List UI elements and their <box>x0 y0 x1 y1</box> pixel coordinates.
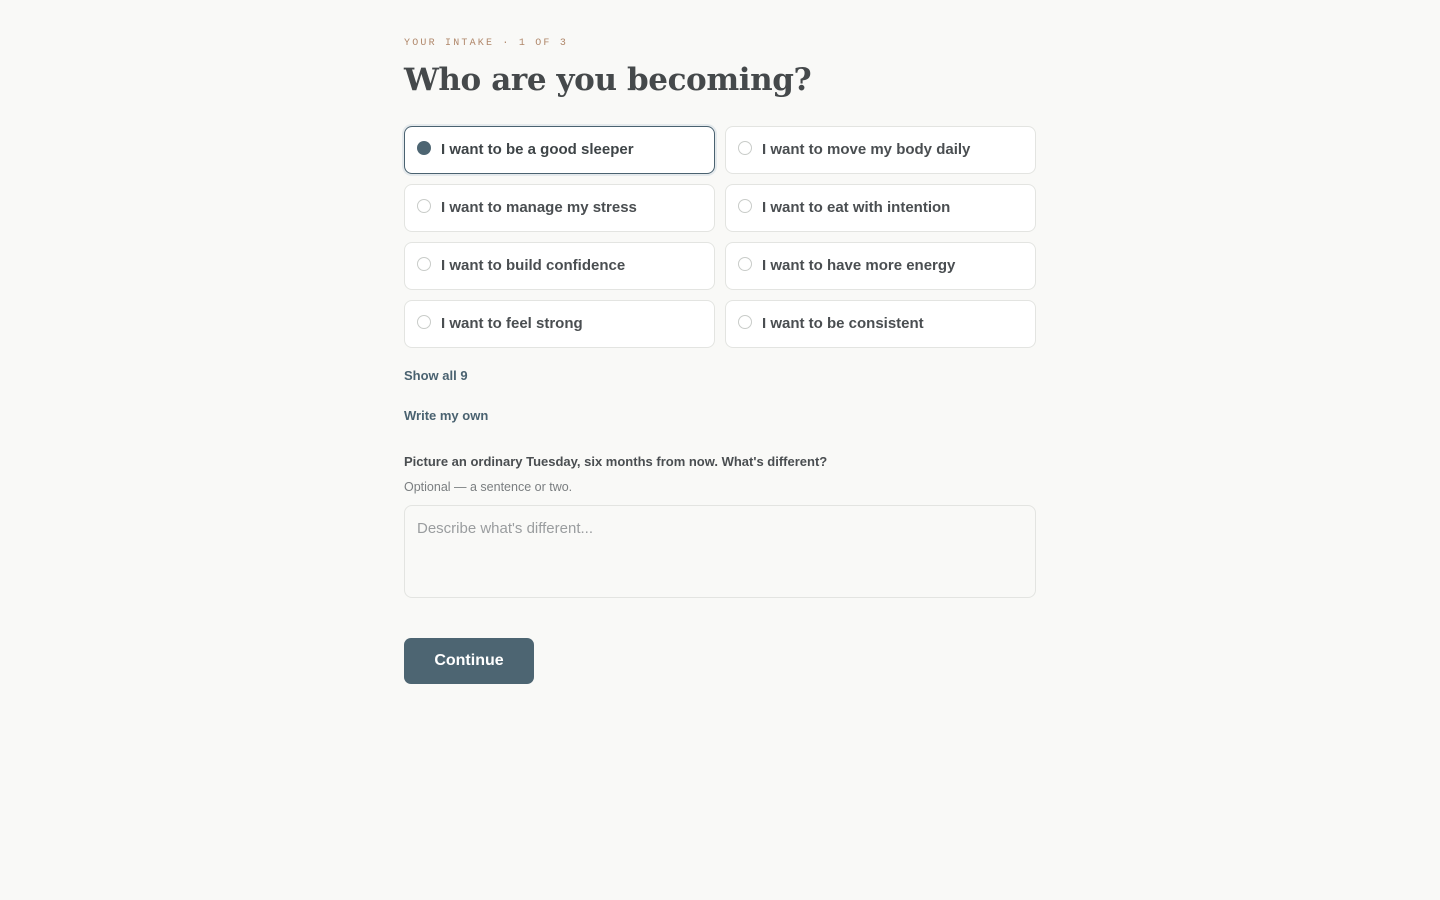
goal-option-label: I want to feel strong <box>441 315 583 332</box>
goal-option-label: I want to eat with intention <box>762 199 951 216</box>
radio-icon <box>417 141 431 155</box>
goal-option-feel-strong[interactable] <box>404 300 715 348</box>
continue-button[interactable]: Continue <box>404 638 534 684</box>
goal-option-label: I want to be a good sleeper <box>441 141 634 158</box>
goal-option-be-consistent[interactable] <box>725 300 1036 348</box>
write-my-own-link[interactable]: Write my own <box>404 408 489 423</box>
goal-option-more-energy[interactable] <box>725 242 1036 290</box>
radio-icon <box>738 315 752 329</box>
goal-option-build-confidence[interactable] <box>404 242 715 290</box>
goal-option-label: I want to manage my stress <box>441 199 637 216</box>
goal-option-good-sleeper[interactable] <box>404 126 715 174</box>
step-indicator: YOUR INTAKE · 1 OF 3 <box>404 38 569 49</box>
radio-icon <box>417 315 431 329</box>
radio-icon <box>417 257 431 271</box>
goal-options <box>404 126 1036 348</box>
goal-option-label: I want to move my body daily <box>762 141 971 158</box>
radio-icon <box>417 199 431 213</box>
description-textarea[interactable] <box>404 505 1036 598</box>
goal-option-label: I want to be consistent <box>762 315 924 332</box>
question-prompt: Picture an ordinary Tuesday, six months from now. What's different? <box>404 454 828 469</box>
goal-option-label: I want to have more energy <box>762 257 956 274</box>
goal-option-move-body-daily[interactable] <box>725 126 1036 174</box>
goal-option-manage-stress[interactable] <box>404 184 715 232</box>
page-title: Who are you becoming? <box>404 62 812 98</box>
show-all-link[interactable]: Show all 9 <box>404 368 468 383</box>
radio-icon <box>738 257 752 271</box>
goal-option-label: I want to build confidence <box>441 257 626 274</box>
radio-icon <box>738 141 752 155</box>
radio-icon <box>738 199 752 213</box>
goal-option-eat-with-intention[interactable] <box>725 184 1036 232</box>
question-hint: Optional — a sentence or two. <box>404 480 573 494</box>
